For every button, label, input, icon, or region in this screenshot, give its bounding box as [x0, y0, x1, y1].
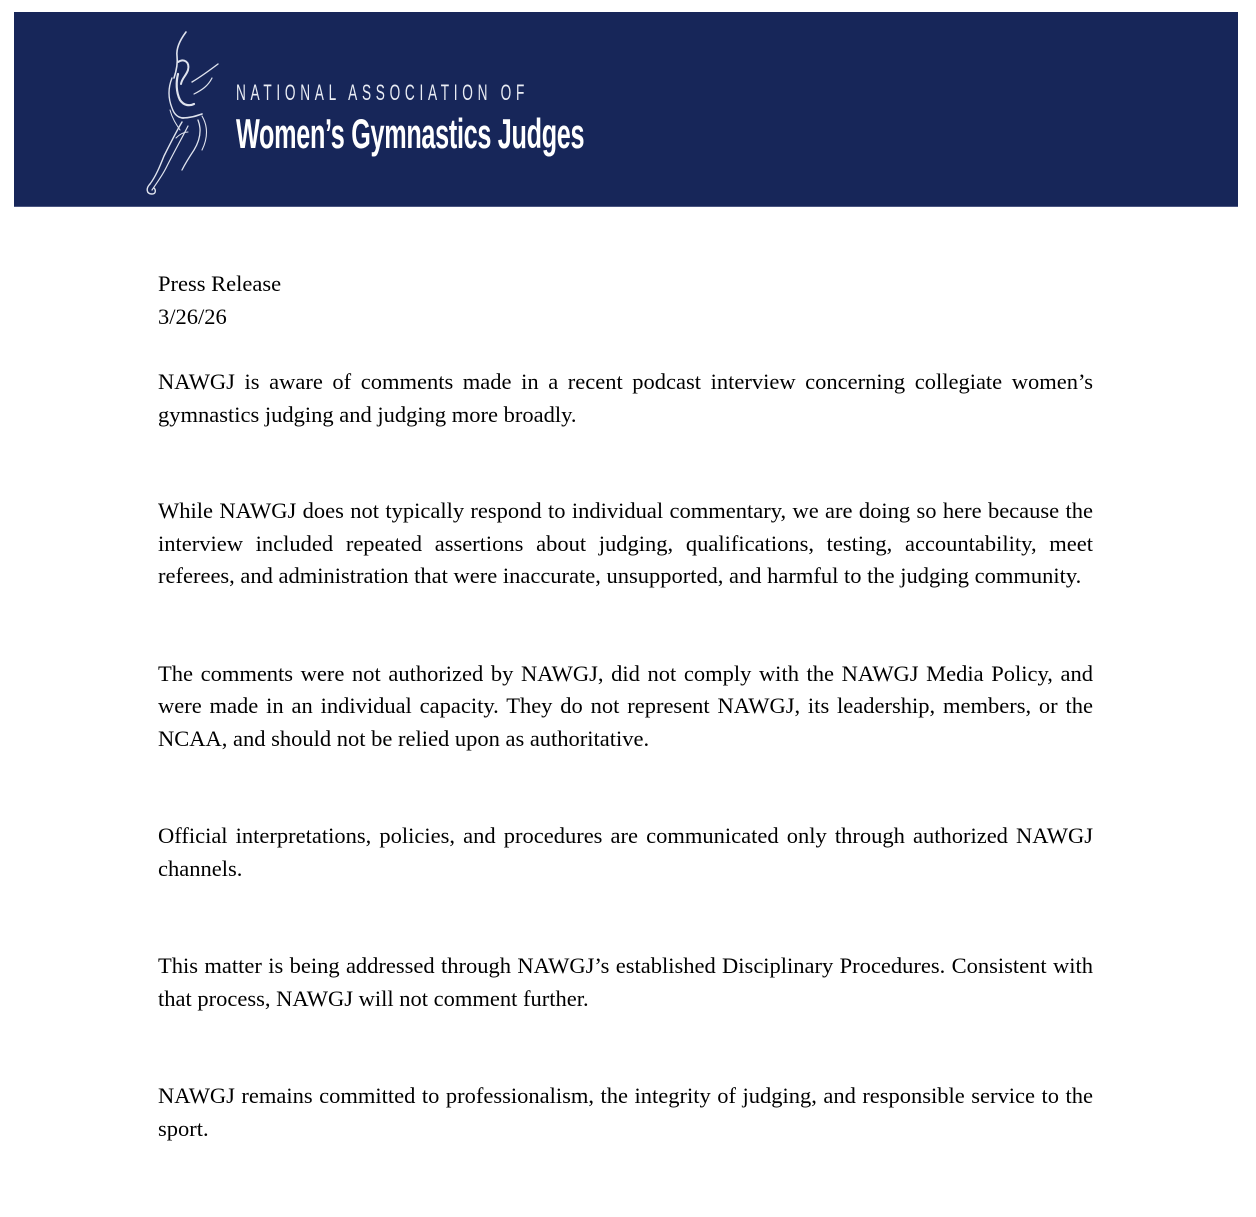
nawgj-logo	[132, 22, 592, 202]
press-release-body	[158, 268, 1093, 1145]
logo-org-line: NATIONAL ASSOCIATION OF	[236, 80, 530, 105]
header-banner	[14, 12, 1238, 207]
gymnast-silhouette-icon	[132, 22, 242, 202]
paragraph-not-authorized: The comments were not authorized by NAWGJ, did not comply with the NAWGJ Media Policy, and were made in an individual capacity. They do not represent NAWGJ, its leadership, members, or the NCAA, and should not be relied upon as authoritative.	[158, 660, 1093, 751]
document-type-label: Press Release	[158, 271, 282, 296]
paragraph-awareness: NAWGJ is aware of comments made in a recent podcast interview concerning collegiate women’s gymnastics judging and judging more broadly.	[158, 369, 1093, 427]
document-date: 3/26/26	[158, 303, 227, 329]
paragraph-reason: While NAWGJ does not typically respond to individual commentary, we are doing so here because the interview included repeated assertions about judging, qualifications, testing, accountability, meet referees, and administration that were inaccurate, unsupported, and harmful to the judging community.	[158, 498, 1093, 588]
paragraph-disciplinary: This matter is being addressed through NAWGJ’s established Disciplinary Procedures. Consistent with that process, NAWGJ will not comment further.	[158, 953, 1093, 1011]
paragraph-official-channels: Official interpretations, policies, and procedures are communicated only through authorized NAWGJ channels.	[158, 823, 1093, 881]
document-heading	[158, 268, 1093, 333]
paragraph-commitment: NAWGJ remains committed to professionalism, the integrity of judging, and responsible service to the sport.	[158, 1083, 1093, 1141]
logo-org-name: Women’s Gymnastics Judges	[236, 110, 585, 157]
